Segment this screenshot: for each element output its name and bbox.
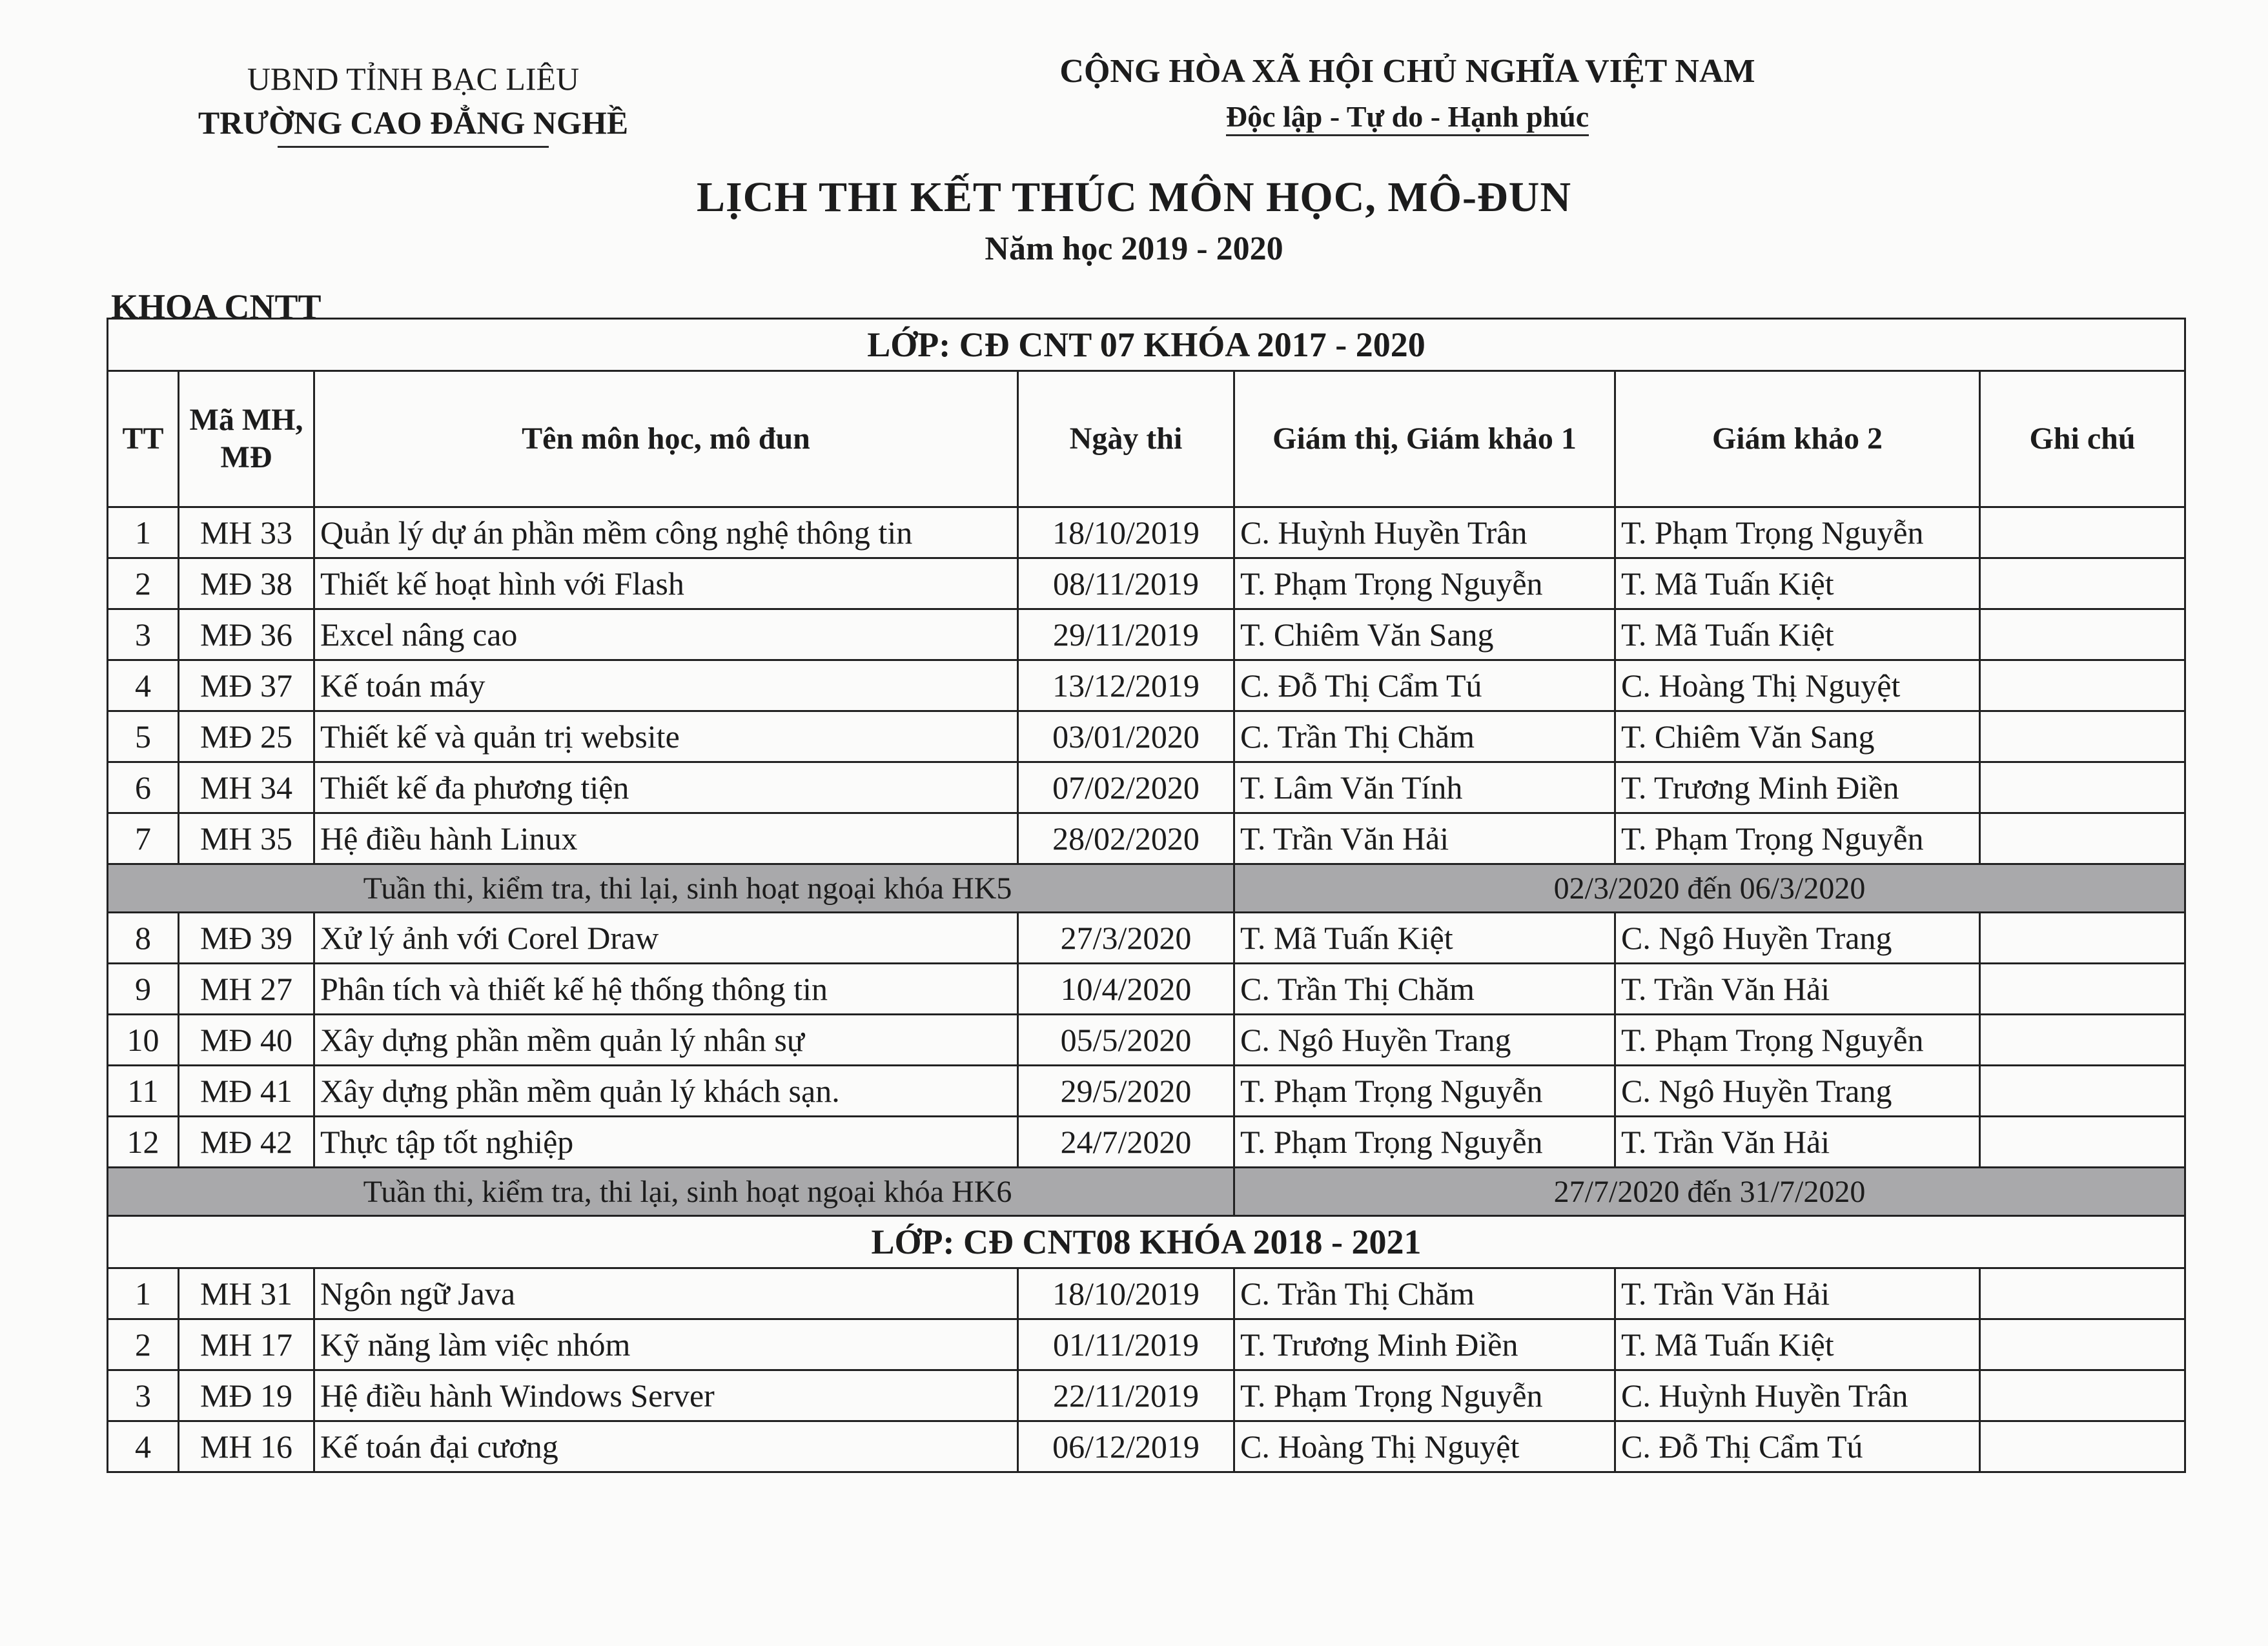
subject-code: MH 16	[179, 1421, 314, 1472]
subject-name: Kế toán máy	[314, 660, 1018, 711]
examiner-2: C. Ngô Huyền Trang	[1615, 1066, 1980, 1117]
note-cell	[1980, 1421, 2185, 1472]
note-cell	[1980, 711, 2185, 762]
note-cell	[1980, 762, 2185, 813]
exam-date: 03/01/2020	[1018, 711, 1234, 762]
exam-date: 27/3/2020	[1018, 913, 1234, 964]
note-cell	[1980, 1319, 2185, 1370]
proctor-1: T. Mã Tuấn Kiệt	[1234, 913, 1615, 964]
note-cell	[1980, 1370, 2185, 1421]
row-number: 7	[108, 813, 179, 864]
col-proctor1: Giám thị, Giám khảo 1	[1234, 371, 1615, 507]
subject-code: MĐ 37	[179, 660, 314, 711]
exam-date: 29/11/2019	[1018, 609, 1234, 660]
table-row	[108, 558, 2185, 609]
exam-date: 06/12/2019	[1018, 1421, 1234, 1472]
note-cell	[1980, 1117, 2185, 1168]
exam-date: 22/11/2019	[1018, 1370, 1234, 1421]
subject-name: Xử lý ảnh với Corel Draw	[314, 913, 1018, 964]
col-name: Tên môn học, mô đun	[314, 371, 1018, 507]
schedule-body	[108, 319, 2185, 1472]
row-number: 5	[108, 711, 179, 762]
examiner-2: T. Trần Văn Hải	[1615, 1117, 1980, 1168]
proctor-1: T. Phạm Trọng Nguyễn	[1234, 1117, 1615, 1168]
table-row	[108, 660, 2185, 711]
subject-name: Thiết kế đa phương tiện	[314, 762, 1018, 813]
examiner-2: T. Mã Tuấn Kiệt	[1615, 558, 1980, 609]
subject-name: Kế toán đại cương	[314, 1421, 1018, 1472]
subject-name: Thiết kế hoạt hình với Flash	[314, 558, 1018, 609]
nation-line-2: Độc lập - Tự do - Hạnh phúc	[1226, 100, 1589, 136]
proctor-1: T. Trần Văn Hải	[1234, 813, 1615, 864]
subject-name: Hệ điều hành Linux	[314, 813, 1018, 864]
row-number: 2	[108, 1319, 179, 1370]
proctor-1: T. Phạm Trọng Nguyễn	[1234, 1370, 1615, 1421]
class-header-row	[108, 319, 2185, 371]
exam-week-range: 27/7/2020 đến 31/7/2020	[1234, 1168, 2185, 1216]
proctor-1: T. Trương Minh Điền	[1234, 1319, 1615, 1370]
subject-code: MH 27	[179, 964, 314, 1015]
table-row	[108, 813, 2185, 864]
org-underline	[278, 146, 549, 148]
note-cell	[1980, 558, 2185, 609]
col-proctor2: Giám khảo 2	[1615, 371, 1980, 507]
subject-code: MH 31	[179, 1268, 314, 1319]
col-note: Ghi chú	[1980, 371, 2185, 507]
row-number: 11	[108, 1066, 179, 1117]
table-row	[108, 1015, 2185, 1066]
note-cell	[1980, 1066, 2185, 1117]
exam-week-row	[108, 1168, 2185, 1216]
row-number: 4	[108, 660, 179, 711]
note-cell	[1980, 964, 2185, 1015]
exam-date: 18/10/2019	[1018, 507, 1234, 558]
proctor-1: C. Đỗ Thị Cẩm Tú	[1234, 660, 1615, 711]
subject-code: MH 17	[179, 1319, 314, 1370]
row-number: 12	[108, 1117, 179, 1168]
exam-date: 18/10/2019	[1018, 1268, 1234, 1319]
subject-name: Xây dựng phần mềm quản lý nhân sự	[314, 1015, 1018, 1066]
subject-code: MĐ 39	[179, 913, 314, 964]
subject-code: MH 34	[179, 762, 314, 813]
subject-code: MĐ 40	[179, 1015, 314, 1066]
subject-name: Ngôn ngữ Java	[314, 1268, 1018, 1319]
table-row	[108, 1319, 2185, 1370]
subject-name: Xây dựng phần mềm quản lý khách sạn.	[314, 1066, 1018, 1117]
proctor-1: T. Phạm Trọng Nguyễn	[1234, 558, 1615, 609]
row-number: 1	[108, 1268, 179, 1319]
exam-week-label: Tuần thi, kiểm tra, thi lại, sinh hoạt ngoại khóa HK5	[108, 864, 1234, 913]
examiner-2: T. Phạm Trọng Nguyễn	[1615, 507, 1980, 558]
nation-motto	[1007, 94, 1808, 139]
note-cell	[1980, 609, 2185, 660]
examiner-2: T. Mã Tuấn Kiệt	[1615, 1319, 1980, 1370]
note-cell	[1980, 813, 2185, 864]
row-number: 10	[108, 1015, 179, 1066]
column-header-row	[108, 371, 2185, 507]
examiner-2: C. Đỗ Thị Cẩm Tú	[1615, 1421, 1980, 1472]
note-cell	[1980, 507, 2185, 558]
national-heading	[1007, 49, 1808, 139]
exam-week-row	[108, 864, 2185, 913]
row-number: 9	[108, 964, 179, 1015]
org-line-1: UBND TỈNH BẠC LIÊU	[247, 61, 580, 97]
examiner-2: T. Chiêm Văn Sang	[1615, 711, 1980, 762]
nation-line-1: CỘNG HÒA XÃ HỘI CHỦ NGHĨA VIỆT NAM	[1059, 53, 1755, 90]
proctor-1: C. Trần Thị Chăm	[1234, 1268, 1615, 1319]
examiner-2: T. Trần Văn Hải	[1615, 964, 1980, 1015]
subject-code: MH 35	[179, 813, 314, 864]
exam-date: 05/5/2020	[1018, 1015, 1234, 1066]
class-title: LỚP: CĐ CNT08 KHÓA 2018 - 2021	[108, 1216, 2185, 1268]
proctor-1: C. Ngô Huyền Trang	[1234, 1015, 1615, 1066]
proctor-1: T. Chiêm Văn Sang	[1234, 609, 1615, 660]
subject-code: MĐ 38	[179, 558, 314, 609]
proctor-1: T. Phạm Trọng Nguyễn	[1234, 1066, 1615, 1117]
subject-name: Excel nâng cao	[314, 609, 1018, 660]
table-row	[108, 964, 2185, 1015]
exam-week-range: 02/3/2020 đến 06/3/2020	[1234, 864, 2185, 913]
proctor-1: C. Trần Thị Chăm	[1234, 711, 1615, 762]
subject-code: MH 33	[179, 507, 314, 558]
row-number: 3	[108, 1370, 179, 1421]
school-year: Năm học 2019 - 2020	[985, 230, 1283, 267]
subject-code: MĐ 42	[179, 1117, 314, 1168]
exam-date: 01/11/2019	[1018, 1319, 1234, 1370]
examiner-2: C. Hoàng Thị Nguyệt	[1615, 660, 1980, 711]
exam-date: 08/11/2019	[1018, 558, 1234, 609]
subject-code: MĐ 36	[179, 609, 314, 660]
examiner-2: T. Trương Minh Điền	[1615, 762, 1980, 813]
subject-name: Phân tích và thiết kế hệ thống thông tin	[314, 964, 1018, 1015]
table-row	[108, 913, 2185, 964]
proctor-1: C. Huỳnh Huyền Trân	[1234, 507, 1615, 558]
note-cell	[1980, 1268, 2185, 1319]
row-number: 6	[108, 762, 179, 813]
table-row	[108, 762, 2185, 813]
table-row	[108, 507, 2185, 558]
proctor-1: C. Hoàng Thị Nguyệt	[1234, 1421, 1615, 1472]
subject-code: MĐ 25	[179, 711, 314, 762]
row-number: 2	[108, 558, 179, 609]
examiner-2: T. Trần Văn Hải	[1615, 1268, 1980, 1319]
subject-name: Thực tập tốt nghiệp	[314, 1117, 1018, 1168]
subject-name: Thiết kế và quản trị website	[314, 711, 1018, 762]
class-header-row	[108, 1216, 2185, 1268]
exam-schedule-table	[107, 318, 2186, 1473]
issuing-organization	[148, 57, 678, 148]
proctor-1: T. Lâm Văn Tính	[1234, 762, 1615, 813]
note-cell	[1980, 1015, 2185, 1066]
examiner-2: C. Huỳnh Huyền Trân	[1615, 1370, 1980, 1421]
class-title: LỚP: CĐ CNT 07 KHÓA 2017 - 2020	[108, 319, 2185, 371]
subject-code: MĐ 41	[179, 1066, 314, 1117]
exam-date: 29/5/2020	[1018, 1066, 1234, 1117]
proctor-1: C. Trần Thị Chăm	[1234, 964, 1615, 1015]
examiner-2: C. Ngô Huyền Trang	[1615, 913, 1980, 964]
document-title: LỊCH THI KẾT THÚC MÔN HỌC, MÔ-ĐUN	[697, 174, 1571, 221]
table-row	[108, 1066, 2185, 1117]
subject-code: MĐ 19	[179, 1370, 314, 1421]
department-label: KHOA CNTT	[111, 287, 322, 326]
note-cell	[1980, 913, 2185, 964]
subject-name: Quản lý dự án phần mềm công nghệ thông tin	[314, 507, 1018, 558]
subject-name: Kỹ năng làm việc nhóm	[314, 1319, 1018, 1370]
exam-date: 28/02/2020	[1018, 813, 1234, 864]
exam-date: 07/02/2020	[1018, 762, 1234, 813]
row-number: 3	[108, 609, 179, 660]
table-row	[108, 1370, 2185, 1421]
row-number: 8	[108, 913, 179, 964]
table-row	[108, 1268, 2185, 1319]
col-date: Ngày thi	[1018, 371, 1234, 507]
note-cell	[1980, 660, 2185, 711]
table-row	[108, 711, 2185, 762]
subject-name: Hệ điều hành Windows Server	[314, 1370, 1018, 1421]
row-number: 1	[108, 507, 179, 558]
table-row	[108, 1117, 2185, 1168]
table-row	[108, 1421, 2185, 1472]
exam-date: 10/4/2020	[1018, 964, 1234, 1015]
row-number: 4	[108, 1421, 179, 1472]
exam-date: 24/7/2020	[1018, 1117, 1234, 1168]
exam-week-label: Tuần thi, kiểm tra, thi lại, sinh hoạt ngoại khóa HK6	[108, 1168, 1234, 1216]
examiner-2: T. Mã Tuấn Kiệt	[1615, 609, 1980, 660]
org-line-2: TRƯỜNG CAO ĐẲNG NGHỀ	[198, 105, 629, 141]
examiner-2: T. Phạm Trọng Nguyễn	[1615, 813, 1980, 864]
examiner-2: T. Phạm Trọng Nguyễn	[1615, 1015, 1980, 1066]
col-code: Mã MH, MĐ	[179, 371, 314, 507]
col-tt: TT	[108, 371, 179, 507]
exam-date: 13/12/2019	[1018, 660, 1234, 711]
table-row	[108, 609, 2185, 660]
